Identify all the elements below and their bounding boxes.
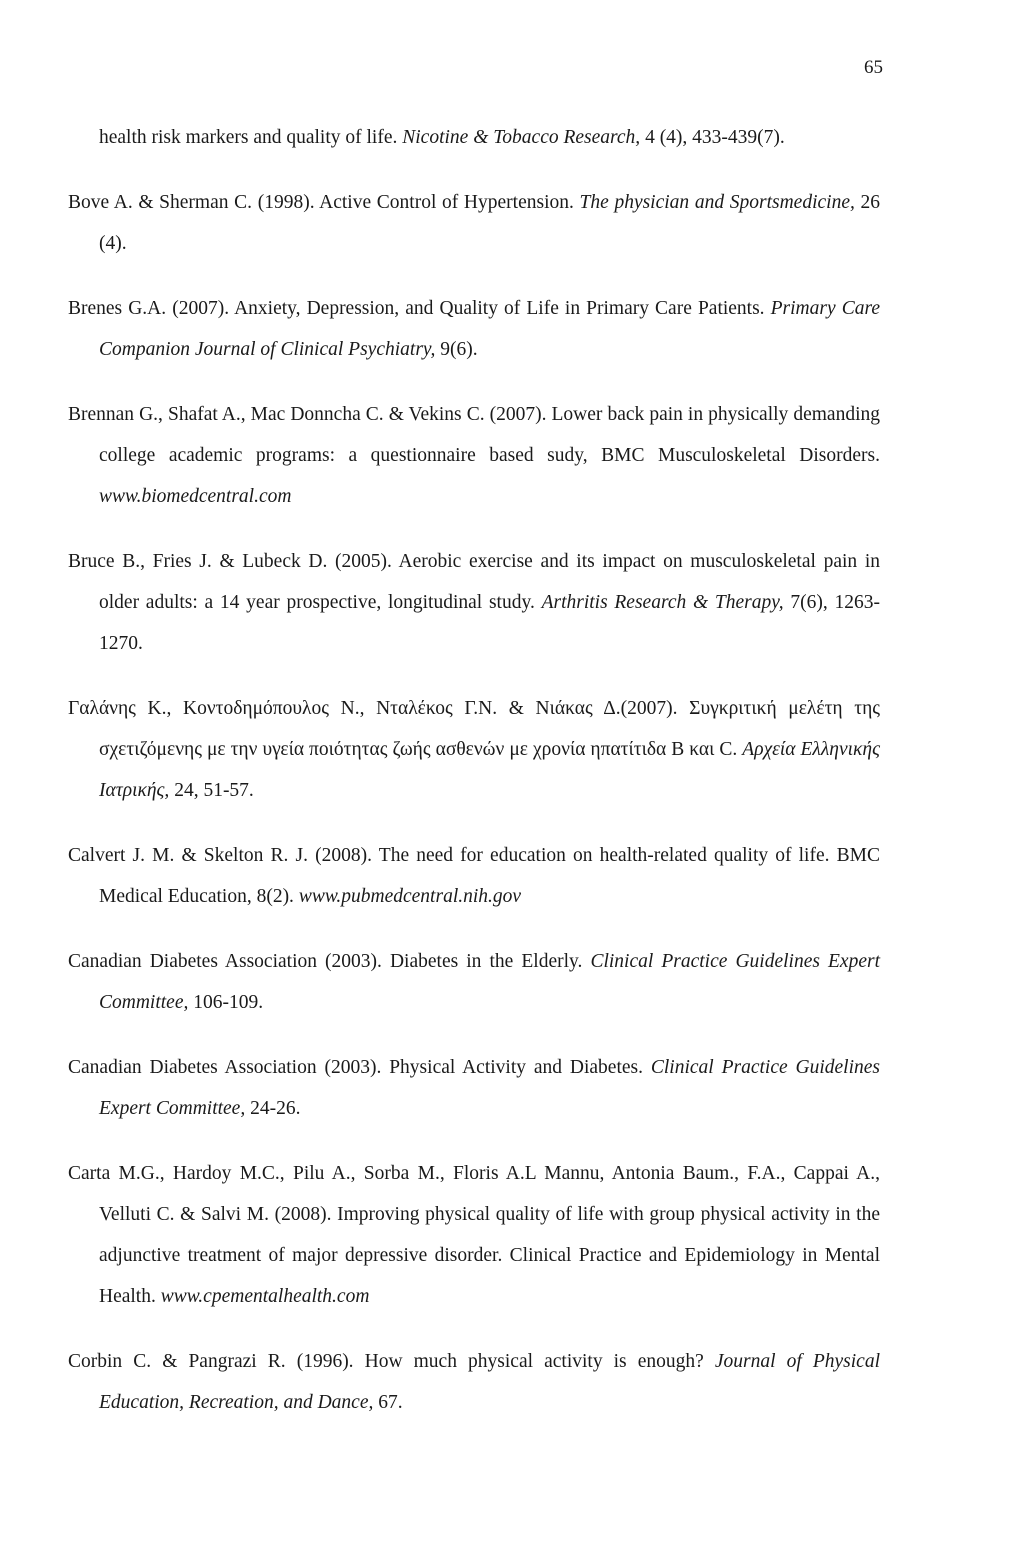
reference-italic-text: Arthritis Research & Therapy,	[541, 592, 784, 613]
reference-entry	[68, 182, 880, 264]
reference-text: Corbin C. & Pangrazi R. (1996). How much physical activity is enough?	[68, 1351, 715, 1372]
reference-italic-text: Clinical Practice Guidelines Expert Committee,	[99, 951, 880, 1013]
reference-text: 106-109.	[188, 992, 264, 1013]
reference-entry	[68, 1341, 880, 1423]
reference-text: 24-26.	[245, 1098, 301, 1119]
reference-text: Bove A. & Sherman C. (1998). Active Control of Hypertension.	[68, 192, 580, 213]
reference-list	[68, 117, 880, 1423]
reference-text: Γαλάνης Κ., Κοντοδημόπουλος Ν., Νταλέκος Γ.Ν. & Νιάκας Δ.(2007). Συγκριτική μελέτη της σχετιζόμενης με την υγεία ποιότητας ζωής ασθενών με χρονία ηπατίτιδα Β και C.	[68, 698, 880, 760]
reference-italic-text[interactable]: www.pubmedcentral.nih.gov	[298, 886, 522, 907]
reference-entry	[68, 835, 880, 917]
reference-text: 26 (4).	[99, 192, 881, 254]
reference-italic-text: Nicotine & Tobacco Research,	[402, 127, 641, 148]
reference-gap	[68, 517, 880, 541]
page-number: 65	[864, 57, 883, 78]
reference-gap	[68, 1317, 880, 1341]
reference-text: 24, 51-57.	[169, 780, 254, 801]
reference-text: Calvert J. M. & Skelton R. J. (2008). The need for education on health-related quality of life. BMC Medical Education, 8(2).	[68, 845, 880, 907]
reference-italic-text: Clinical Practice Guidelines Expert Committee,	[99, 1057, 880, 1119]
reference-text: Canadian Diabetes Association (2003). Diabetes in the Elderly.	[68, 951, 591, 972]
reference-entry	[68, 688, 880, 811]
reference-italic-text: Journal of Physical Education, Recreation, and Dance,	[99, 1351, 881, 1413]
reference-gap	[68, 917, 880, 941]
reference-gap	[68, 370, 880, 394]
reference-text: 7(6), 1263-1270.	[99, 592, 881, 654]
reference-gap	[68, 264, 880, 288]
reference-text: health risk markers and quality of life.	[99, 127, 403, 148]
reference-gap	[68, 1023, 880, 1047]
reference-text: 67.	[373, 1392, 403, 1413]
reference-gap	[68, 158, 880, 182]
reference-gap	[68, 1129, 880, 1153]
reference-entry	[68, 1153, 880, 1317]
reference-entry	[68, 288, 880, 370]
reference-gap	[68, 664, 880, 688]
reference-italic-text: Αρχεία Ελληνικής Ιατρικής,	[99, 739, 880, 801]
reference-entry	[68, 117, 880, 158]
reference-text: Brennan G., Shafat A., Mac Donncha C. & Vekins C. (2007). Lower back pain in physically demanding college academic programs: a questionnaire based sudy, BMC Musculoskeletal Disorders.	[68, 404, 880, 466]
reference-text: 9(6).	[435, 339, 478, 360]
reference-text: 4 (4), 433-439(7).	[640, 127, 785, 148]
reference-entry	[68, 941, 880, 1023]
reference-entry	[68, 1047, 880, 1129]
reference-text: Brenes G.A. (2007). Anxiety, Depression, and Quality of Life in Primary Care Patients.	[68, 298, 771, 319]
reference-text: Canadian Diabetes Association (2003). Physical Activity and Diabetes.	[68, 1057, 651, 1078]
reference-entry	[68, 394, 880, 517]
reference-italic-text[interactable]: www.biomedcentral.com	[99, 486, 292, 507]
reference-gap	[68, 811, 880, 835]
reference-text: Bruce B., Fries J. & Lubeck D. (2005). Aerobic exercise and its impact on musculoskeletal pain in older adults: a 14 year prospective, longitudinal study.	[68, 551, 880, 613]
reference-italic-text[interactable]: www.cpementalhealth.com	[160, 1286, 370, 1307]
reference-italic-text: The physician and Sportsmedicine,	[579, 192, 855, 213]
reference-entry	[68, 541, 880, 664]
reference-text: Carta M.G., Hardoy M.C., Pilu A., Sorba M., Floris A.L Mannu, Antonia Baum., F.A., Cappai A., Velluti C. & Salvi M. (2008). Improving physical quality of life with group physical activity in the adjunctive treatment of major depressive disorder. Clinical Practice and Epidemiology in Mental Health.	[68, 1163, 880, 1307]
reference-italic-text: Primary Care Companion Journal of Clinical Psychiatry,	[99, 298, 880, 360]
